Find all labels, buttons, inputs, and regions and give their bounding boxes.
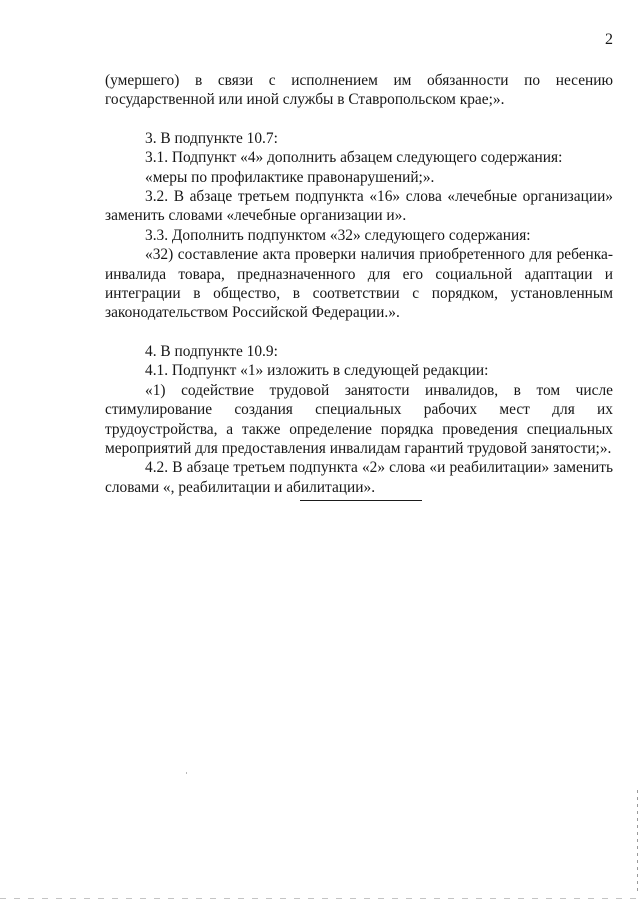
paragraph-3-3-quote: «32) составление акта проверки наличия приобретенного для ребенка-инвалида товара, предназначенного для его социальной адаптации и интеграции в общество, в соответствии с порядком, установленным законодательством Российской Федерации.».: [105, 246, 613, 322]
scan-artifact-edge-line: [637, 790, 638, 895]
scan-artifact-bottom-line: [0, 898, 640, 899]
paragraph-3-1: 3.1. Подпункт «4» дополнить абзацем следующего содержания:: [145, 149, 563, 167]
paragraph-4-2: 4.2. В абзаце третьем подпункта «2» слова «и реабилитации» заменить словами «, реабилитации и абилитации».: [105, 459, 613, 496]
paragraph-gap: [105, 323, 613, 342]
paragraph-4-1: 4.1. Подпункт «1» изложить в следующей редакции:: [145, 362, 489, 380]
scan-artifact-dot: [186, 772, 187, 774]
paragraph-3-1-quote: «меры по профилактике правонарушений;».: [145, 168, 435, 186]
paragraph-heading-10-9: 4. В подпункте 10.9:: [145, 342, 278, 360]
paragraph-4-1-quote: «1) содействие трудовой занятости инвалидов, в том числе стимулирование создания специальных рабочих мест для их трудоустройства, а также определение порядка проведения специальных мероприятий для предоставления инвалидам гарантий трудовой занятости;».: [105, 381, 613, 457]
paragraph-3-2: 3.2. В абзаце третьем подпункта «16» слова «лечебные организации» заменить словами «лечебные организации и».: [105, 188, 613, 225]
paragraph-3-3: 3.3. Дополнить подпунктом «32» следующего содержания:: [145, 226, 531, 244]
paragraph-gap: [105, 110, 613, 129]
document-body: [105, 71, 613, 497]
paragraph-heading-10-7: 3. В подпункте 10.7:: [145, 129, 278, 147]
end-of-text-rule: [300, 500, 422, 501]
paragraph-continuation: (умершего) в связи с исполнением им обязанности по несению государственной или иной службы в Ставропольском крае;».: [105, 72, 613, 109]
page-number: 2: [605, 31, 613, 48]
